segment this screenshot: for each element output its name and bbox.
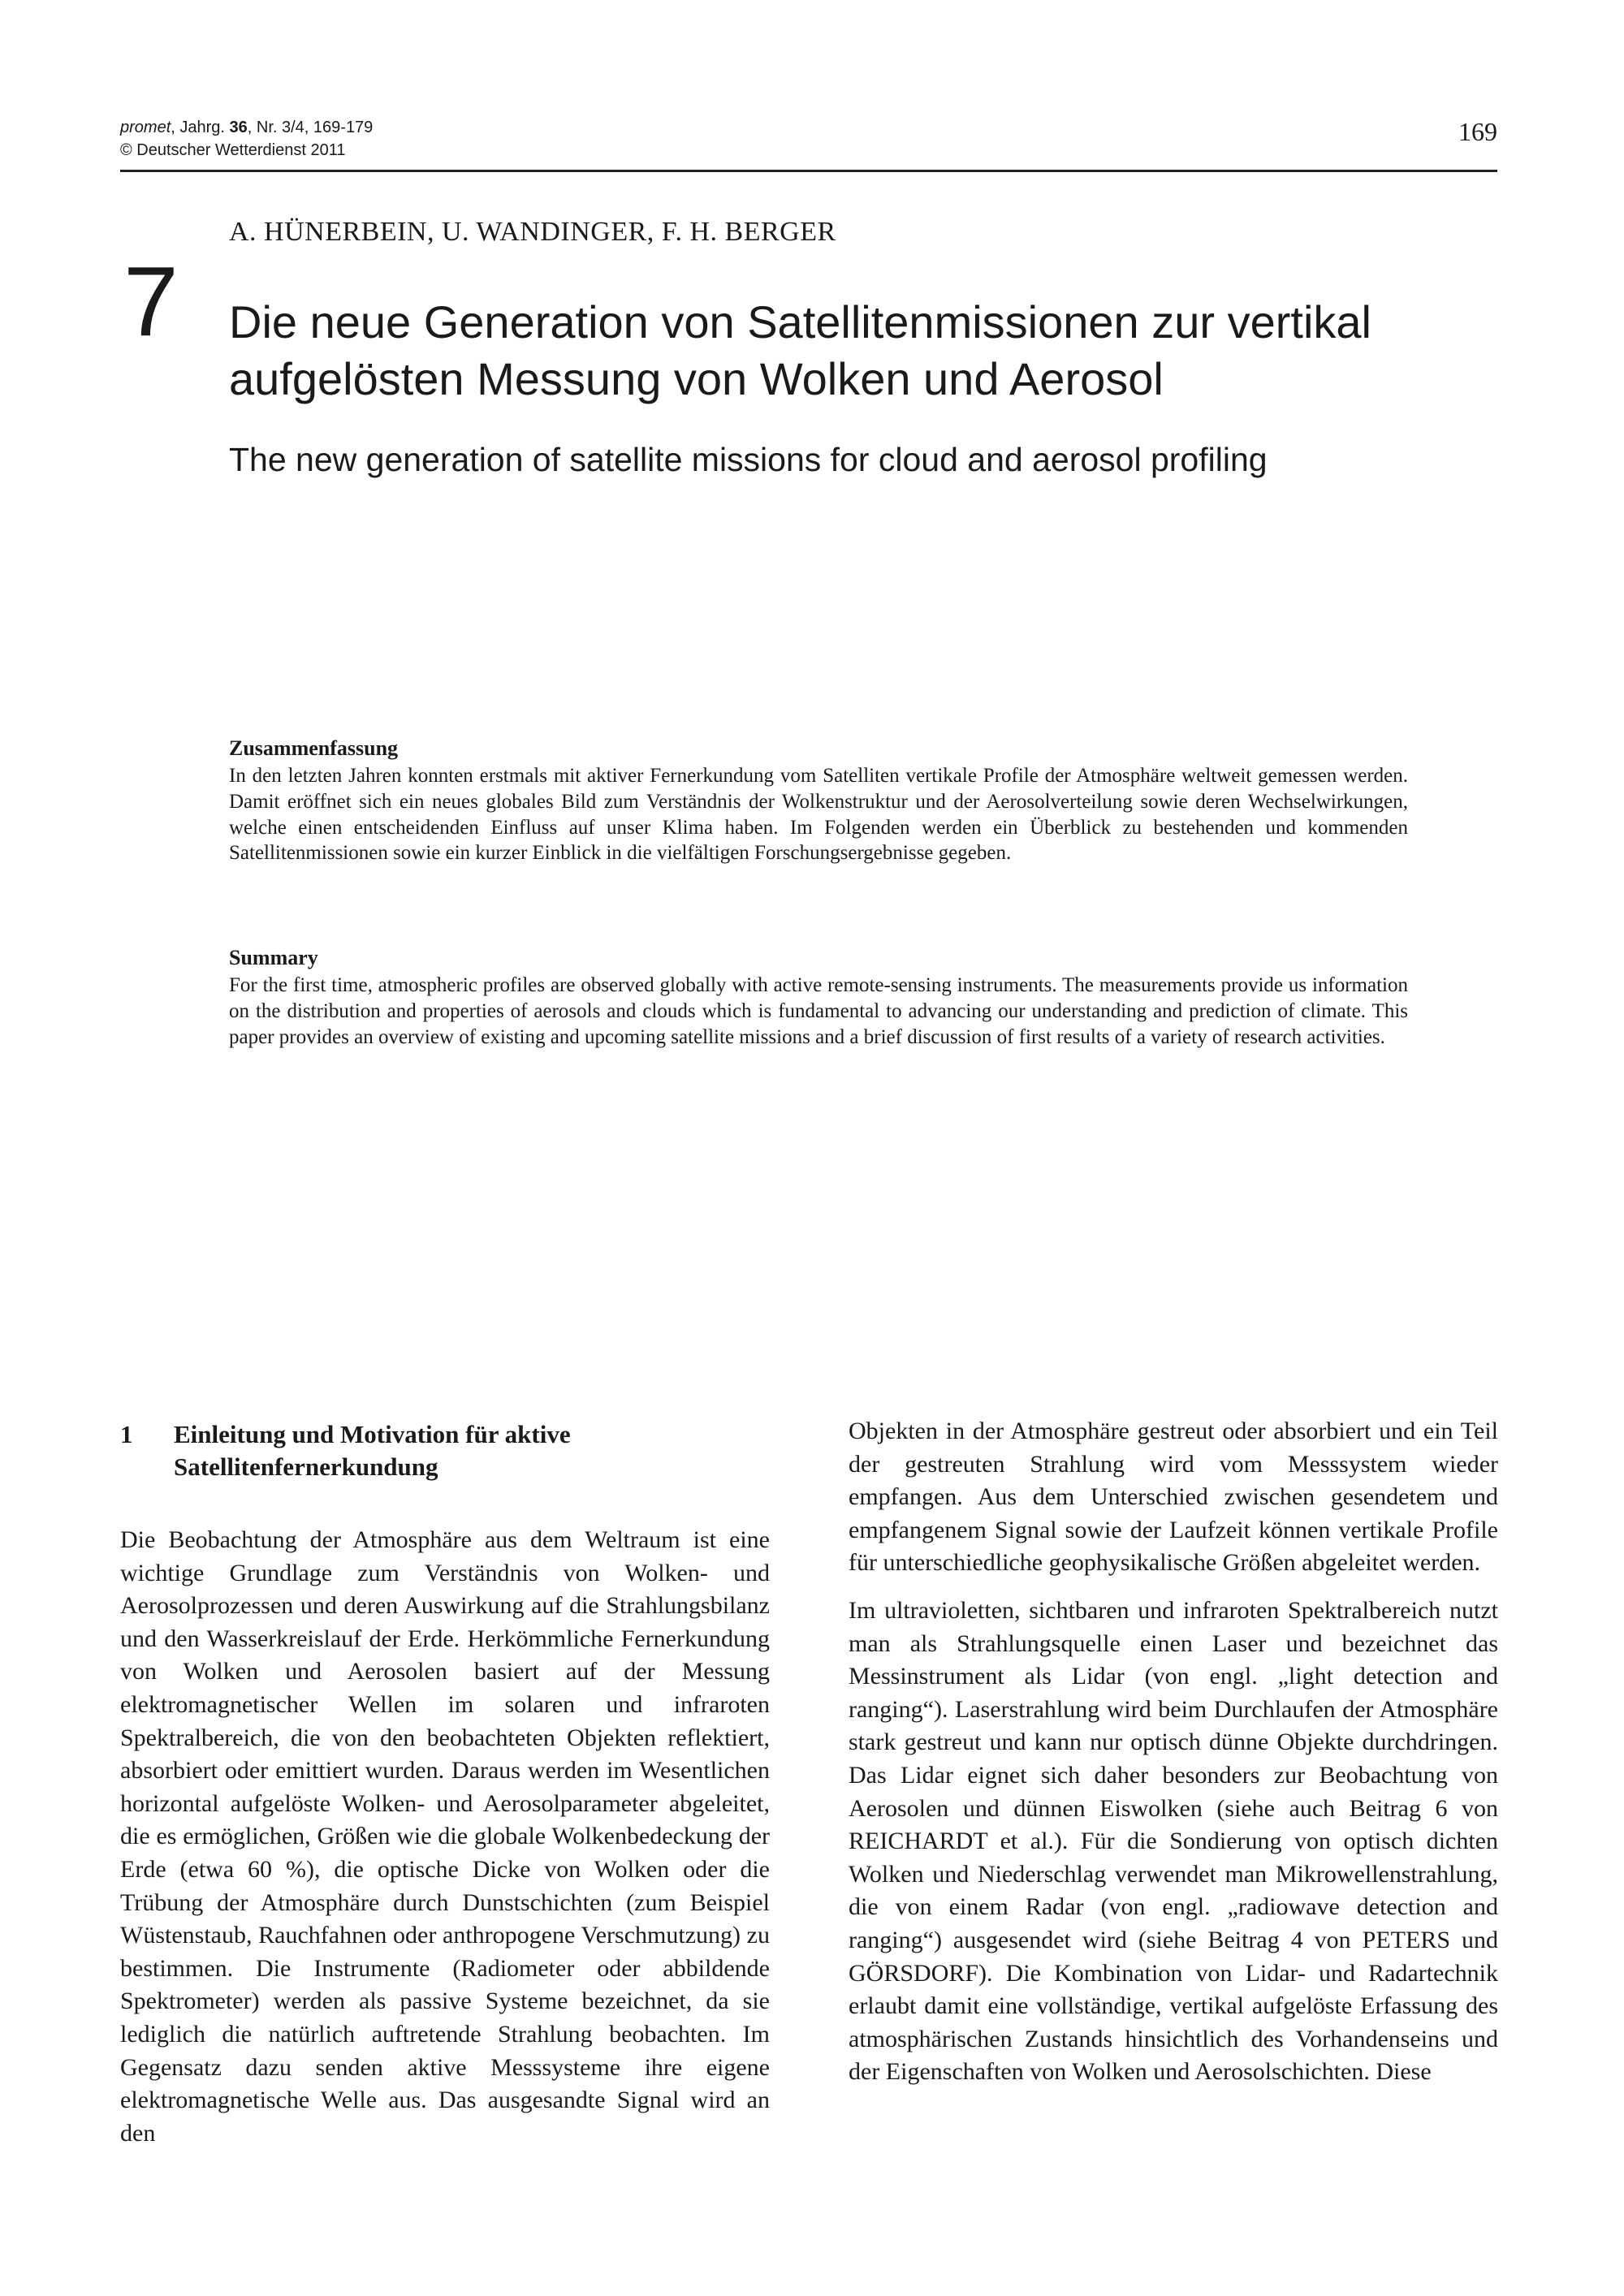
zusammenfassung-text: In den letzten Jahren konnten erstmals mit aktiver Fernerkundung vom Satelliten vertikale Profile der Atmosphäre weltweit gemessen werden. Damit eröffnet sich ein neues globales Bild zum Verständnis der Wolkenstruktur und der Aerosolverteilung sowie deren Wechselwirkungen, welche einen entscheidenden Einfluss auf unser Klima haben. Im Folgenden werden ein Überblick zu bestehenden und kommenden Satellitenmissionen sowie ein kurzer Einblick in die vielfältigen Forschungsergebnisse gegeben. [229, 765, 1408, 865]
right-column [849, 1415, 1498, 2089]
journal-name: promet [120, 119, 171, 136]
title-english: The new generation of satellite missions for cloud and aerosol profiling [229, 441, 1268, 478]
section-number: 1 [120, 1420, 133, 1448]
header-rule [120, 170, 1497, 172]
left-column [120, 1524, 770, 2150]
body-paragraph: Die Beobachtung der Atmosphäre aus dem Weltraum ist eine wichtige Grundlage zum Verständnis von Wolken- und Aerosolprozessen und deren Auswirkung auf die Strahlungsbilanz und den Wasserkreislauf der Erde. Herkömmliche Fernerkundung von Wolken und Aerosolen basiert auf der Messung elektromagnetischer Wellen im solaren und infraroten Spektralbereich, die von den beobachteten Objekten reflektiert, absorbiert oder emittiert wurden. Daraus werden im Wesentlichen horizontal aufgelöste Wolken- und Aerosolparameter abgeleitet, die es ermöglichen, Größen wie die globale Wolkenbedeckung der Erde (etwa 60 %), die optische Dicke von Wolken oder die Trübung der Atmosphäre durch Dunstschichten (zum Beispiel Wüstenstaub, Rauchfahnen oder anthropogene Verschmutzung) zu bestimmen. Die Instrumente (Radiometer oder abbildende Spektrometer) werden als passive Systeme bezeichnet, da sie lediglich die natürlich auftretende Strahlung beobachten. Im Gegensatz dazu senden aktive Messsysteme ihre eigene elektromagnetische Welle aus. Das ausgesandte Signal wird an den [120, 1526, 770, 2147]
authors: A. HÜNERBEIN, U. WANDINGER, F. H. BERGER [229, 217, 836, 247]
summary-heading: Summary [229, 946, 318, 969]
journal-volume: 36 [229, 119, 248, 136]
journal-issue-pages: , Nr. 3/4, 169-179 [247, 119, 374, 136]
zusammenfassung-heading: Zusammenfassung [229, 736, 399, 760]
title-german: Die neue Generation von Satellitenmissionen zur vertikal aufgelösten Messung von Wolken und Aerosol [229, 296, 1371, 404]
body-paragraph: Objekten in der Atmosphäre gestreut oder absorbiert und ein Teil der gestreuten Strahlung wird vom Messsystem wieder empfangen. Aus dem Unterschied zwischen gesendetem und empfangenem Signal sowie der Laufzeit können vertikale Profile für unterschiedliche geophysikalische Größen abgeleitet werden. [849, 1418, 1498, 1577]
journal-citation-text: , Jahrg. [171, 119, 230, 136]
section-title: Einleitung und Motivation für aktive Satellitenfernerkundung [174, 1420, 571, 1481]
chapter-number: 7 [123, 246, 179, 356]
body-paragraph: Im ultravioletten, sichtbaren und infraroten Spektralbereich nutzt man als Strahlungsquelle einen Laser und bezeichnet das Messinstrument als Lidar (von engl. „light detection and ranging“). Laserstrahlung wird beim Durchlaufen der Atmosphäre stark gestreut und kann nur optisch dünne Objekte durchdringen. Das Lidar eignet sich daher besonders zur Beobachtung von Aerosolen und dünnen Eiswolken (siehe auch Beitrag 6 von REICHARDT et al.). Für die Sondierung von optisch dichten Wolken und Niederschlag verwendet man Mikrowellenstrahlung, die von einem Radar (von engl. „radiowave detection and ranging“) ausgesendet wird (siehe Beitrag 4 von PETERS und GÖRSDORF). Die Kombination von Lidar- und Radartechnik erlaubt damit eine vollständige, vertikal aufgelöste Erfassung des atmosphärischen Zustands hinsichtlich des Vorhandenseins und der Eigenschaften von Wolken und Aerosolschichten. Diese [849, 1596, 1498, 2086]
journal-citation [120, 117, 373, 138]
summary-text: For the first time, atmospheric profiles are observed globally with active remote-sensing instruments. The measurements provide us information on the distribution and properties of aerosols and clouds which is fundamental to advancing our understanding and prediction of climate. This paper provides an overview of existing and upcoming satellite missions and a brief discussion of first results of a variety of research activities. [229, 974, 1408, 1048]
page-number: 169 [1458, 117, 1497, 146]
copyright-line: © Deutscher Wetterdienst 2011 [120, 141, 346, 159]
